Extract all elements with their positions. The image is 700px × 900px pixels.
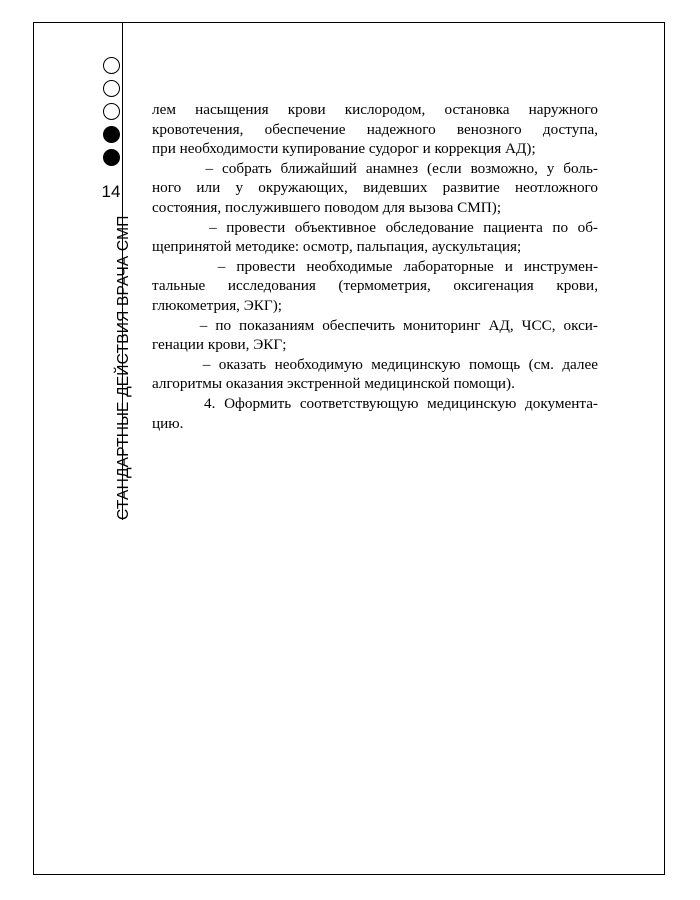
text-line: ного или у окружающих, видевших развитие неотложного (152, 179, 598, 197)
text-line: генации крови, ЭКГ; (152, 336, 287, 354)
text-line: – оказать необходимую медицинскую помощь (см. далее (152, 355, 598, 373)
text-line: – собрать ближайший анамнез (если возможно, у боль- (152, 159, 598, 177)
section-markers (103, 57, 123, 172)
running-title: СТАНДАРТНЫЕ ДЕЙСТВИЯ ВРАЧА СМП (115, 215, 132, 520)
empty-circle-marker (103, 103, 120, 120)
text-line: лем насыщения крови кислородом, остановка наружного (152, 101, 598, 118)
filled-circle-marker (103, 126, 120, 143)
text-line: – провести объективное обследование пациента по об- (152, 218, 598, 236)
text-line: тальные исследования (термометрия, оксигенация крови, (152, 277, 598, 295)
text-line: состояния, послужившего поводом для вызова СМП); (152, 198, 502, 216)
empty-circle-marker (103, 80, 120, 97)
text-line: 4. Оформить соответствующую медицинскую документа- (152, 394, 598, 412)
text-line: кровотечения, обеспечение надежного венозного доступа, (152, 120, 598, 138)
text-line: щепринятой методике: осмотр, пальпация, аускультация; (152, 238, 522, 256)
body-text (152, 100, 598, 433)
text-line: – провести необходимые лабораторные и инструмен- (152, 257, 598, 275)
page-number: 14 (101, 182, 121, 201)
text-line: глюкометрия, ЭКГ); (152, 296, 282, 314)
text-line: при необходимости купирование судорог и коррекция АД); (152, 140, 536, 158)
filled-circle-marker (103, 149, 120, 166)
empty-circle-marker (103, 57, 120, 74)
text-line: – по показаниям обеспечить мониторинг АД, ЧСС, окси- (152, 316, 598, 334)
text-line: алгоритмы оказания экстренной медицинской помощи). (152, 375, 515, 393)
text-line: цию. (152, 414, 184, 432)
